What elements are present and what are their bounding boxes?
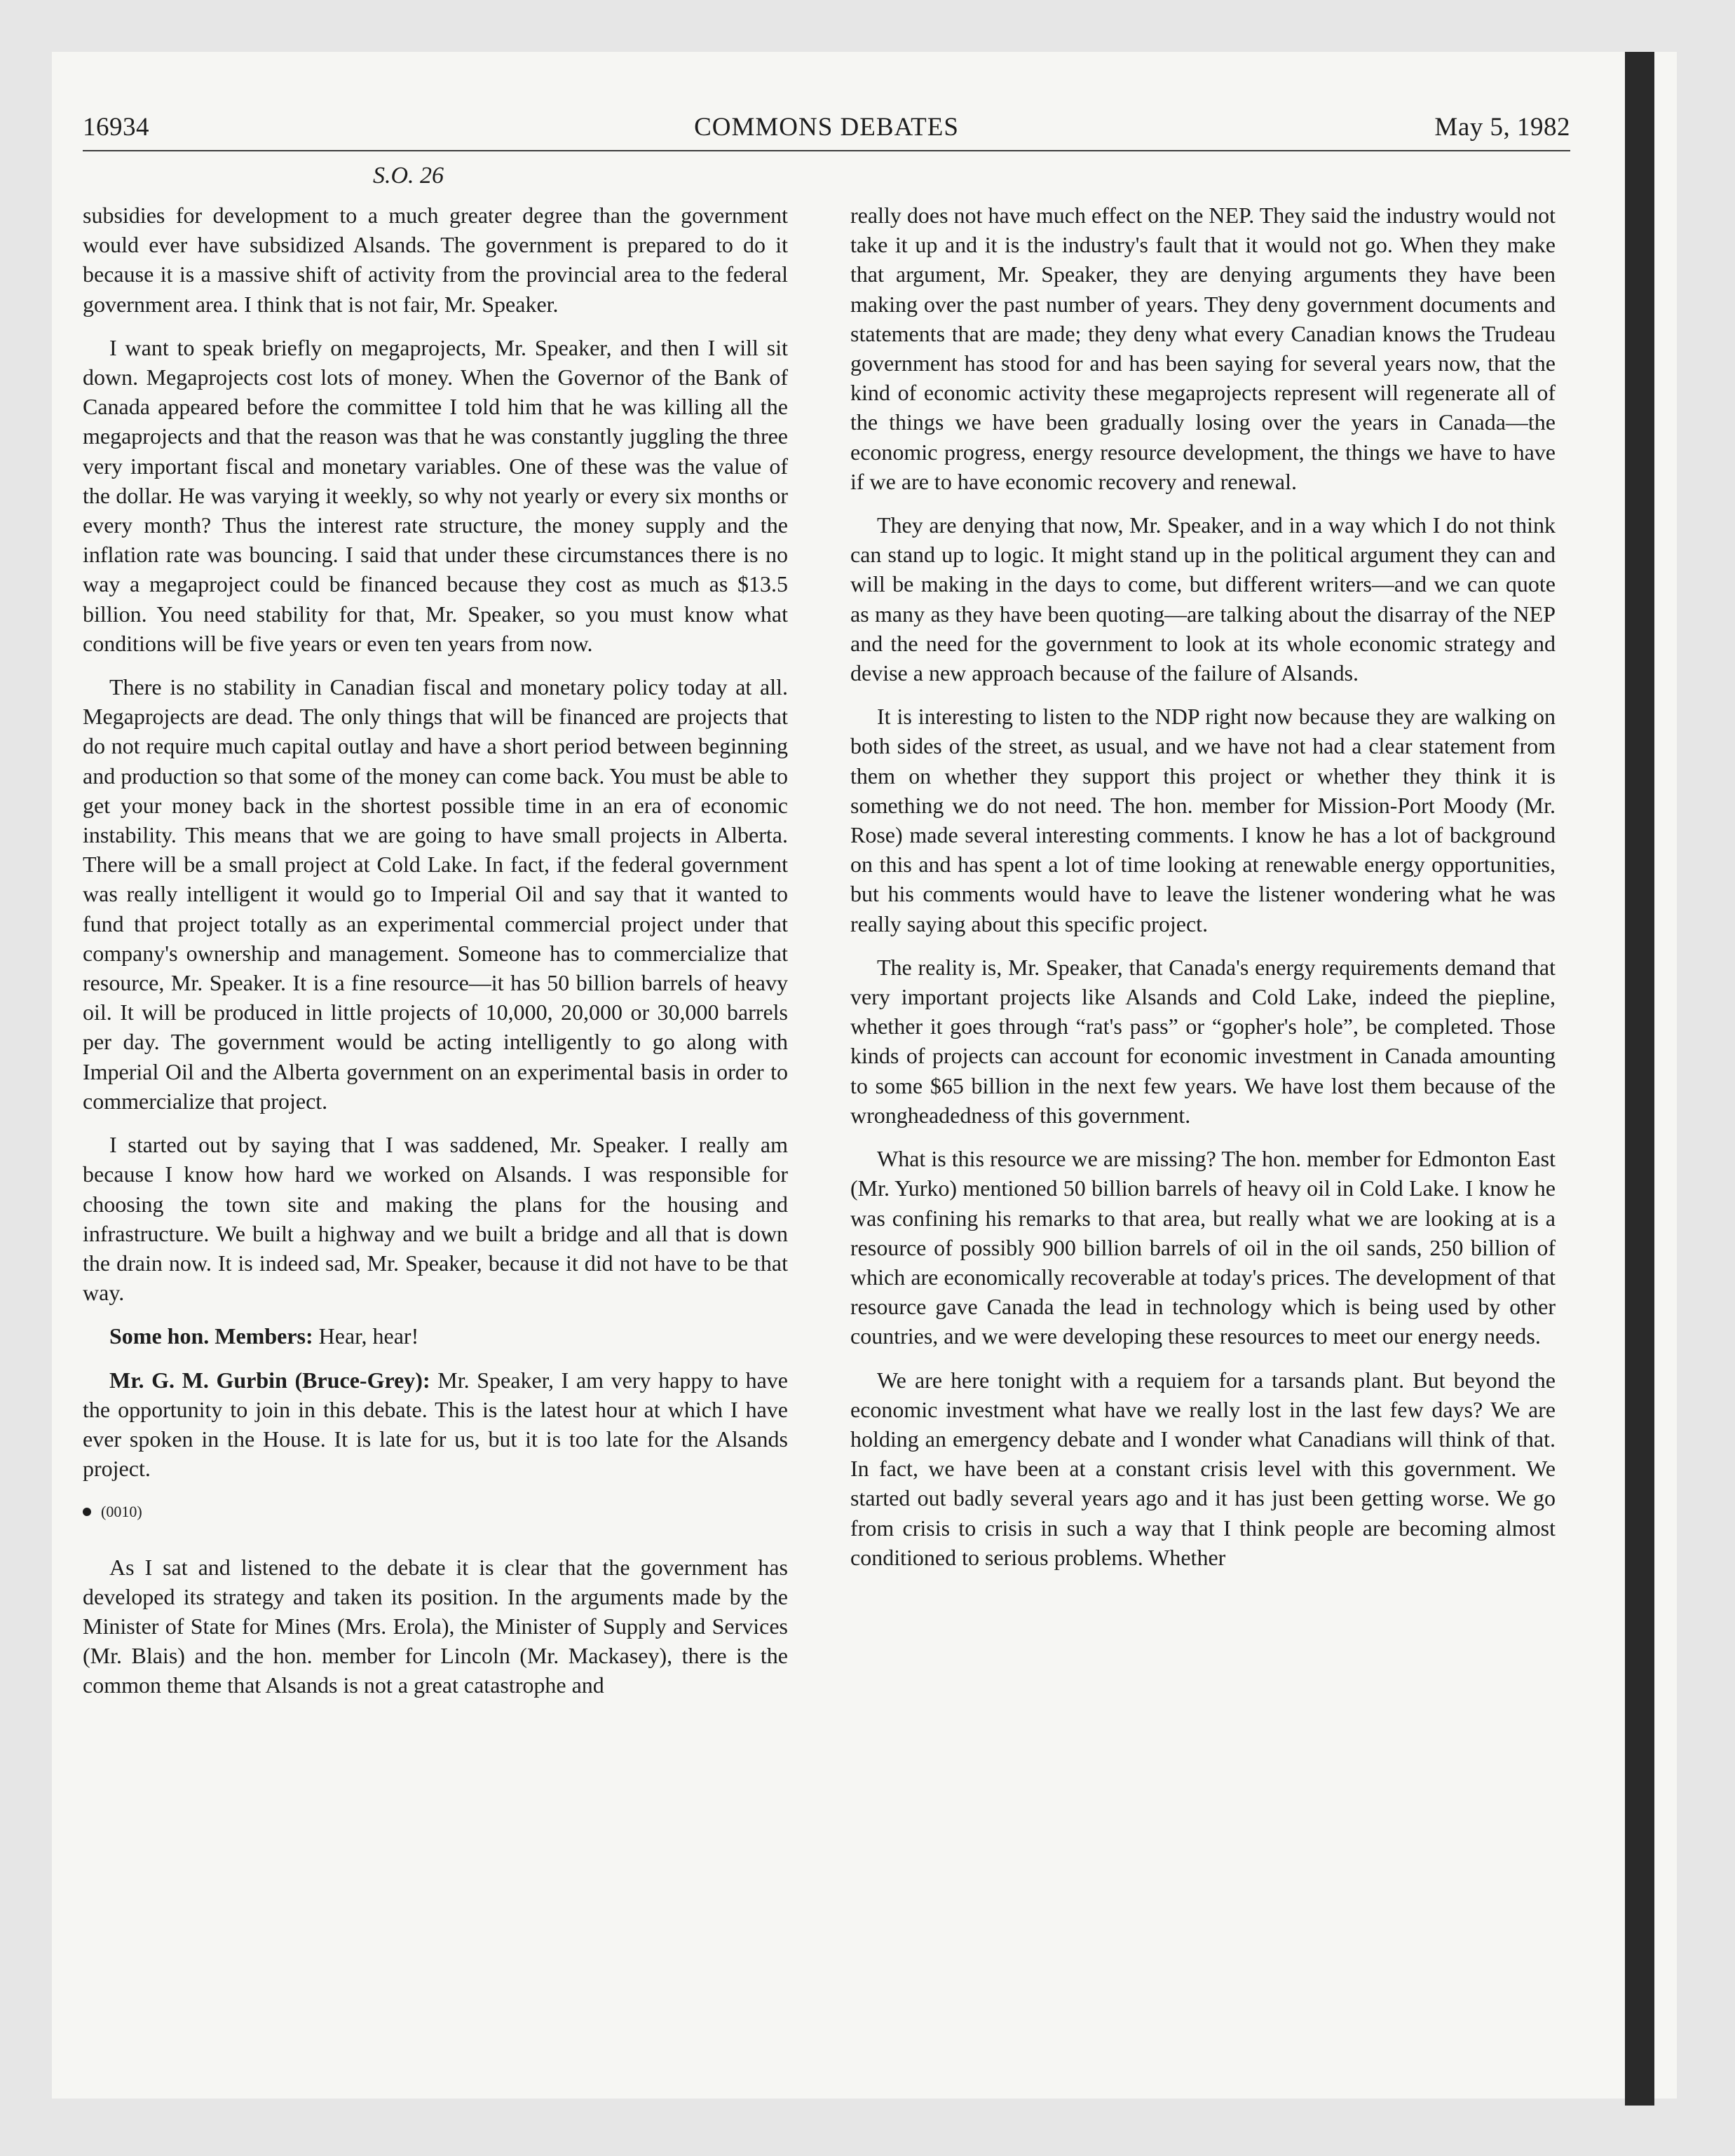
speech-text: Mr. Speaker, I am very happy to have the opportunity to join in this debate. This is the latest hour at which I have ever spoken in the House. It is late for us, but it is too late for the Alsands project. xyxy=(83,1367,788,1482)
page-number: 16934 xyxy=(83,113,149,142)
paragraph: I want to speak briefly on megaprojects, Mr. Speaker, and then I will sit down. Megaprojects cost lots of money. When the Governor of the Bank of Canada appeared before the committee I told him that he was killing all the megaprojects and that the reason was that he was constantly juggling the three very important fiscal and monetary variables. One of these was the value of the dollar. He was varying it weekly, so why not yearly or every six months or every month? Thus the interest rate structure, the money supply and the inflation rate was bouncing. I said that under these circumstances there is no way a megaproject could be financed because they cost as much as $13.5 billion. You need stability for that, Mr. Speaker, so you must know what conditions will be five years or even ten years from now. xyxy=(83,334,788,656)
paragraph: really does not have much effect on the NEP. They said the industry would not take it up and it is the industry's fault that it would not go. When they make that argument, Mr. Speaker, they are denying arguments they have been making over the past number of years. They deny government documents and statements that are made; they deny what every Canadian knows the Trudeau government has stood for and has been saying for several years now, that the kind of economic activity these megaprojects represent will regenerate all of the things we have been gradually losing over the years in Canada—the economic progress, energy resource development, the things we have to have if we are to have economic recovery and renewal. xyxy=(850,203,1556,494)
section-label: S.O. 26 xyxy=(373,163,444,189)
publication-title: COMMONS DEBATES xyxy=(694,113,959,142)
right-column xyxy=(850,200,1556,1586)
scan-edge xyxy=(1625,52,1654,2106)
speaker-name: Mr. G. M. Gurbin (Bruce-Grey): xyxy=(109,1367,430,1393)
paragraph: What is this resource we are missing? The hon. member for Edmonton East (Mr. Yurko) mentioned 50 billion barrels of heavy oil in Cold Lake. I know he was confining his remarks to that area, but really what we are looking at is a resource of possibly 900 billion barrels of oil in the oil sands, 250 billion of which are economically recoverable at today's prices. The development of that resource gave Canada the lead in technology which is being used by other countries, and we were developing these resources to meet our energy needs. xyxy=(850,1146,1556,1349)
speaker-paragraph xyxy=(83,1365,788,1484)
time-marker-label: (0010) xyxy=(101,1503,142,1521)
left-column xyxy=(83,200,788,1714)
speaker-paragraph xyxy=(83,1321,788,1351)
paragraph: As I sat and listened to the debate it is clear that the government has developed its strategy and taken its position. In the arguments made by the Minister of State for Mines (Mrs. Erola), the Minister of Supply and Services (Mr. Blais) and the hon. member for Lincoln (Mr. Mackasey), there is the common theme that Alsands is not a great catastrophe and xyxy=(83,1554,788,1698)
paragraph: The reality is, Mr. Speaker, that Canada's energy requirements demand that very important projects like Alsands and Cold Lake, indeed the piepline, whether it goes through “rat's pass” or “gopher's hole”, be completed. Those kinds of projects can account for economic investment in Canada amounting to some $65 billion in the next few years. We have lost them because of the wrongheadedness of this government. xyxy=(850,954,1556,1128)
paragraph: There is no stability in Canadian fiscal and monetary policy today at all. Megaprojects are dead. The only things that will be financed are projects that do not require much capital outlay and have a short period between beginning and production so that some of the money can come back. You must be able to get your money back in the shortest possible time in an era of economic instability. This means that we are going to have small projects in Alberta. There will be a small project at Cold Lake. In fact, if the federal government was really intelligent it would go to Imperial Oil and say that it wanted to fund that project totally as an experimental commercial project under that company's ownership and management. Someone has to commercialize that resource, Mr. Speaker. It is a fine resource—it has 50 billion barrels of heavy oil. It will be produced in little projects of 10,000, 20,000 or 30,000 barrels per day. The government would be acting intelligently to go along with Imperial Oil and the Alberta government on an experimental basis in order to commercialize that project. xyxy=(83,674,788,1114)
paragraph: We are here tonight with a requiem for a tarsands plant. But beyond the economic investment what have we really lost in the last few days? We are holding an emergency debate and I wonder what Canadians will think of that. In fact, we have been at a constant crisis level with this government. We started out badly several years ago and it has just been getting worse. We go from crisis to crisis in such a way that I think people are becoming almost conditioned to serious problems. Whether xyxy=(850,1367,1556,1570)
speaker-name: Some hon. Members: xyxy=(109,1323,313,1349)
paragraph: They are denying that now, Mr. Speaker, and in a way which I do not think can stand up to logic. It might stand up in the political argument they can and will be making in the days to come, but different writers—and we can quote as many as they have been quoting—are talking about the disarray of the NEP and the need for the government to look at its whole economic strategy and devise a new approach because of the failure of Alsands. xyxy=(850,512,1556,686)
bullet-icon xyxy=(83,1508,91,1516)
page-header xyxy=(83,112,1570,151)
header-rule xyxy=(83,150,1570,151)
time-marker xyxy=(83,1497,788,1527)
debate-date: May 5, 1982 xyxy=(1434,113,1570,142)
paragraph: subsidies for development to a much greater degree than the government would ever have subsidized Alsands. The government is prepared to do it because it is a massive shift of activity from the provincial area to the federal government area. I think that is not fair, Mr. Speaker. xyxy=(83,203,788,317)
paragraph: I started out by saying that I was saddened, Mr. Speaker. I really am because I know how hard we worked on Alsands. I was responsible for choosing the town site and making the plans for the housing and infrastructure. We built a highway and we built a bridge and all that is down the drain now. It is indeed sad, Mr. Speaker, because it did not have to be that way. xyxy=(83,1132,788,1306)
paragraph: It is interesting to listen to the NDP right now because they are walking on both sides of the street, as usual, and we have not had a clear statement from them on whether they support this project or whether they think it is something we do not need. The hon. member for Mission-Port Moody (Mr. Rose) made several interesting comments. I know he has a lot of background on this and has spent a lot of time looking at renewable energy opportunities, but his comments would have to leave the listener wondering what he was really saying about this specific project. xyxy=(850,704,1556,936)
speech-text: Hear, hear! xyxy=(313,1323,419,1349)
